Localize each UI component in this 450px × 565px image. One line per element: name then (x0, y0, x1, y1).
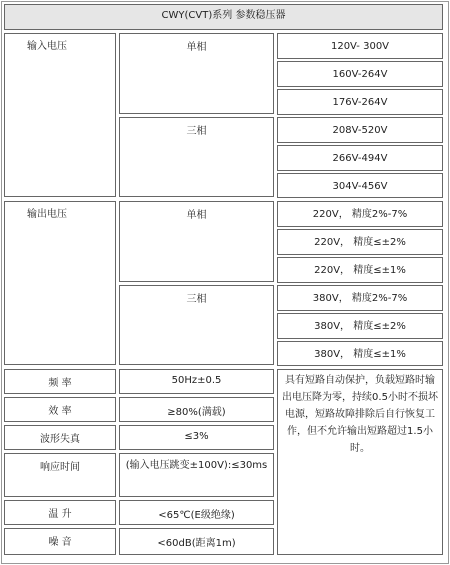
noise-label: 噪 音 (4, 528, 116, 555)
waveform-distortion-label: 波形失真 (4, 425, 116, 450)
input-three-value: 208V-520V (277, 117, 443, 143)
input-three-value: 304V-456V (277, 173, 443, 198)
response-time-value: (输入电压跳变±100V):≤30ms (119, 453, 274, 497)
input-single-value: 120V- 300V (277, 33, 443, 59)
input-single-value: 176V-264V (277, 89, 443, 115)
input-voltage-label: 输入电压 (4, 33, 116, 197)
short-circuit-protection-note: 具有短路自动保护，负载短路时输出电压降为零，持续0.5小时不损坏电源，短路故障排除后自行恢复工作，但不允许输出短路超过1.5小时。 (277, 369, 443, 555)
efficiency-label: 效 率 (4, 397, 116, 422)
output-three-value: 380V， 精度≤±1% (277, 341, 443, 366)
temperature-rise-label: 温 升 (4, 500, 116, 525)
table-title: CWY(CVT)系列 参数稳压器 (4, 4, 443, 30)
output-voltage-label: 输出电压 (4, 201, 116, 365)
output-single-value: 220V， 精度2%-7% (277, 201, 443, 227)
noise-value: <60dB(距离1m) (119, 528, 274, 555)
efficiency-value: ≥80%(满载) (119, 397, 274, 422)
output-single-phase-label: 单相 (119, 201, 274, 282)
frequency-label: 频 率 (4, 369, 116, 394)
input-single-phase-label: 单相 (119, 33, 274, 114)
input-three-value: 266V-494V (277, 145, 443, 171)
output-single-value: 220V， 精度≤±1% (277, 257, 443, 283)
output-three-phase-label: 三相 (119, 285, 274, 365)
waveform-distortion-value: ≤3% (119, 425, 274, 450)
input-three-phase-label: 三相 (119, 117, 274, 197)
frequency-value: 50Hz±0.5 (119, 369, 274, 394)
output-three-value: 380V， 精度≤±2% (277, 313, 443, 339)
response-time-label: 响应时间 (4, 453, 116, 497)
input-single-value: 160V-264V (277, 61, 443, 87)
temperature-rise-value: <65℃(E级绝缘) (119, 500, 274, 525)
output-single-value: 220V， 精度≤±2% (277, 229, 443, 255)
output-three-value: 380V， 精度2%-7% (277, 285, 443, 311)
